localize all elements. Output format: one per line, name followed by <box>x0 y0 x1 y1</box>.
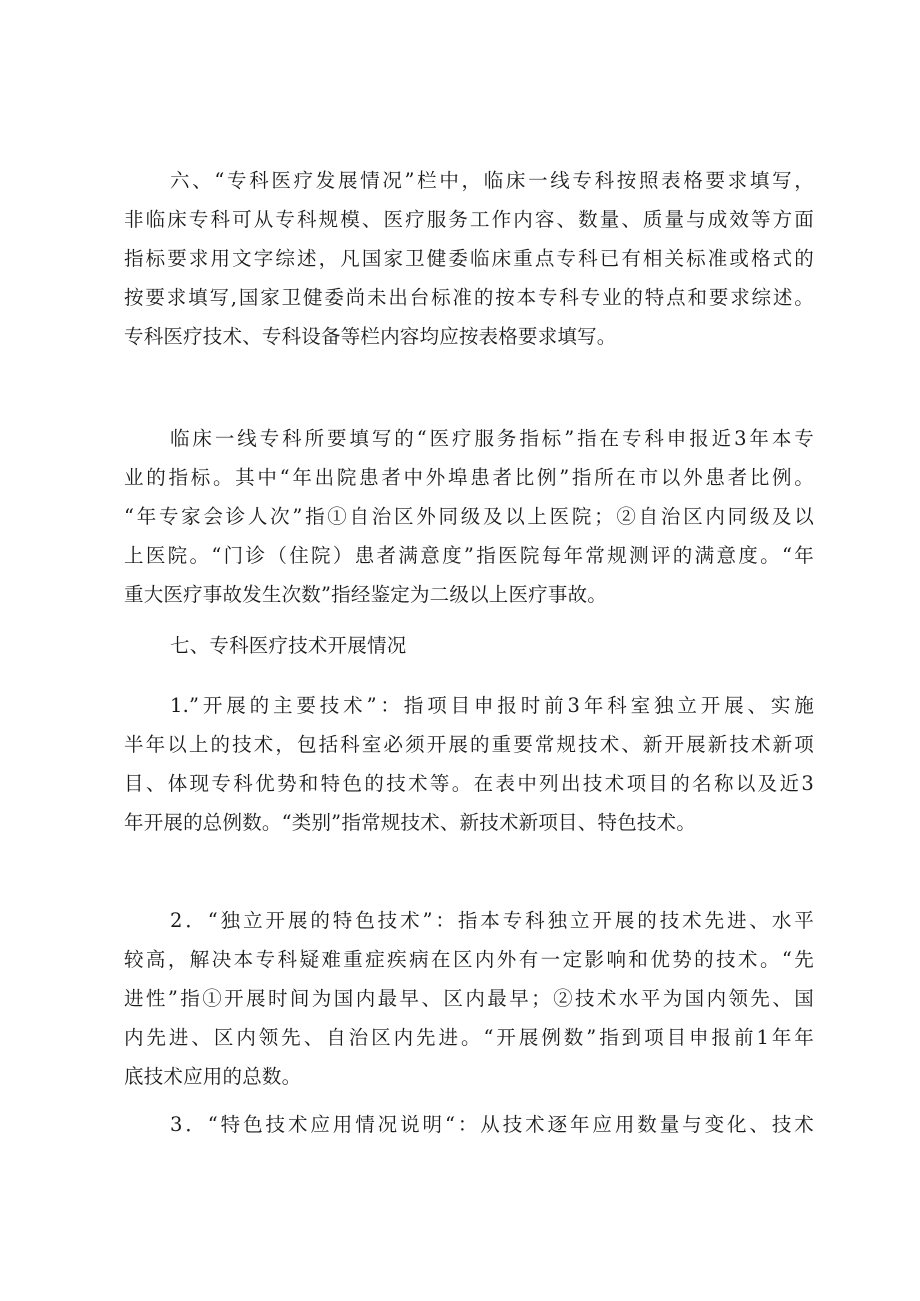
section-heading: 七、专科医疗技术开展情况 <box>170 634 407 657</box>
text-line: 目、体现专科优势和特色的技术等。在表中列出技术项目的名称以及近3 <box>124 772 814 795</box>
text-line: 进性”指①开展时间为国内最早、区内最早；②技术水平为国内领先、国 <box>124 987 814 1010</box>
text-line: “年专家会诊人次”指①自治区外同级及以上医院；②自治区内同级及以 <box>124 505 814 528</box>
section-heading-seven <box>124 626 814 665</box>
text-line: 2．“独立开展的特色技术”：指本专科独立开展的技术先进、水平 <box>170 909 814 932</box>
text-line: 半年以上的技术，包括科室必须开展的重要常规技术、新开展新技术新项 <box>124 733 814 756</box>
text-line: 3．“特色技术应用情况说明“：从技术逐年应用数量与变化、技术 <box>170 1113 814 1136</box>
text-line: 临床一线专科所要填写的“医疗服务指标”指在专科申报近3年本专 <box>170 427 814 450</box>
text-line: 专科医疗技术、专科设备等栏内容均应按表格要求填写。 <box>124 325 617 348</box>
text-line: 按要求填写,国家卫健委尚未出台标准的按本专科专业的特点和要求综述。 <box>124 286 814 309</box>
text-line: 较高，解决本专科疑难重症疾病在区内外有一定影响和优势的技术。“先 <box>124 948 814 971</box>
text-line: 重大医疗事故发生次数”指经鉴定为二级以上医疗事故。 <box>124 583 607 606</box>
text-line: 底技术应用的总数。 <box>124 1065 302 1088</box>
text-line: 上医院。“门诊（住院）患者满意度”指医院每年常规测评的满意度。“年 <box>124 544 814 567</box>
paragraph-item-2 <box>124 901 814 1096</box>
text-line: 1.”开展的主要技术”：指项目申报时前3年科室独立开展、实施 <box>170 694 814 717</box>
text-line: 年开展的总例数。“类别”指常规技术、新技术新项目、特色技术。 <box>124 811 696 834</box>
paragraph-item-1 <box>124 686 814 842</box>
text-line: 六、“专科医疗发展情况”栏中，临床一线专科按照表格要求填写， <box>170 169 814 192</box>
text-line: 内先进、区内领先、自治区内先进。“开展例数”指到项目申报前1年年 <box>124 1026 814 1049</box>
paragraph-service-indicators <box>124 419 814 614</box>
text-line: 指标要求用文字综述，凡国家卫健委临床重点专科已有相关标准或格式的 <box>124 247 814 270</box>
text-line: 非临床专科可从专科规模、医疗服务工作内容、数量、质量与成效等方面 <box>124 208 814 231</box>
paragraph-item-3 <box>124 1105 814 1144</box>
text-line: 业的指标。其中“年出院患者中外埠患者比例”指所在市以外患者比例。 <box>124 466 814 489</box>
paragraph-section-six <box>124 161 814 356</box>
